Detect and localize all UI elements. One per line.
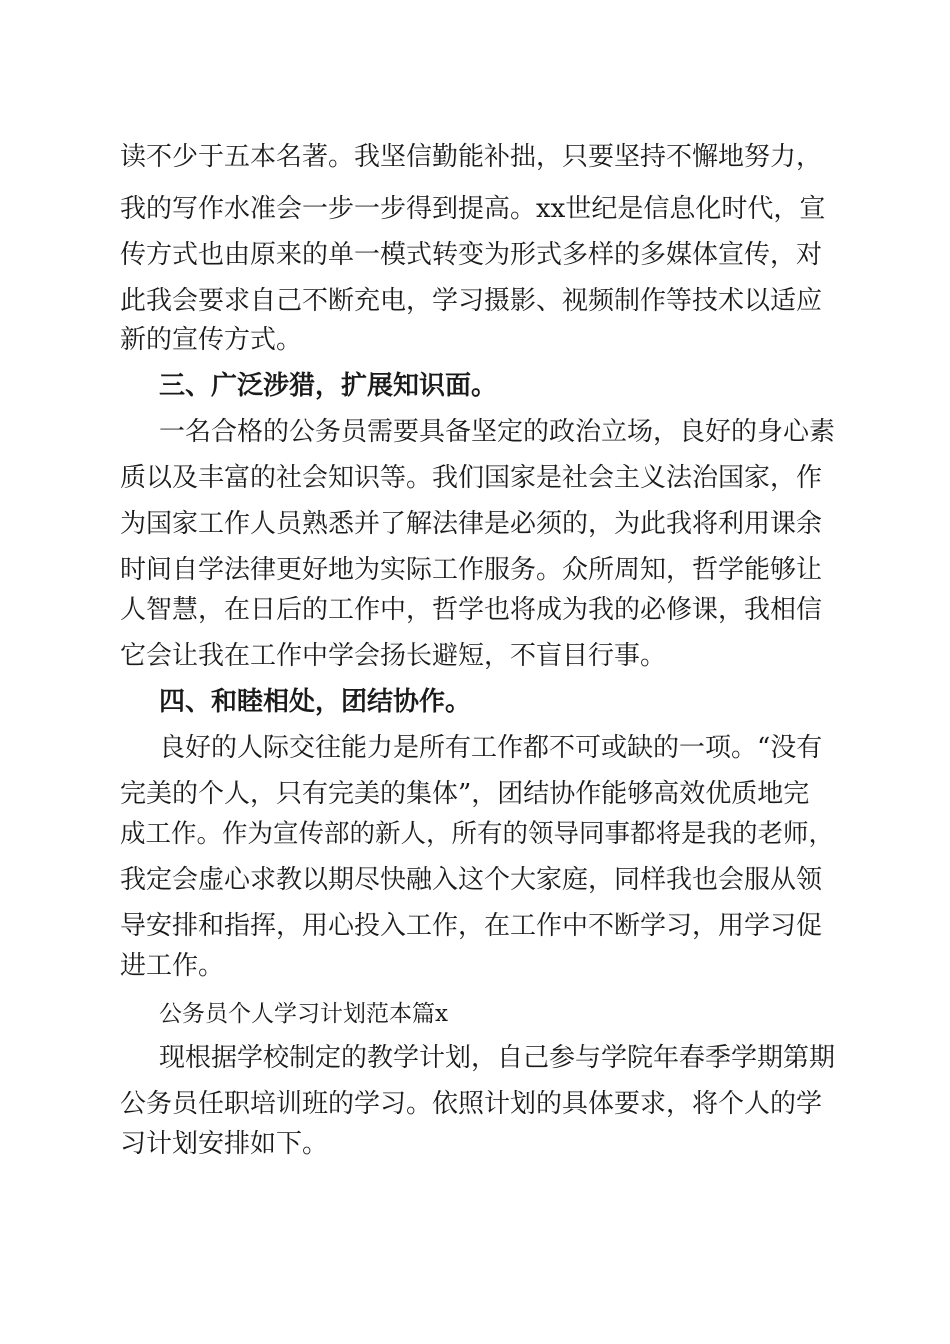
paragraph-line: 此我会要求自己不断充电，学习摄影、视频制作等技术以适应: [120, 286, 823, 316]
paragraph-line: 完美的个人，只有完美的集体”，团结协作能够高效优质地完: [120, 779, 810, 809]
paragraph-line: 我定会虚心求教以期尽快融入这个大家庭，同样我也会服从领: [120, 865, 823, 895]
paragraph-line: 成工作。作为宣传部的新人，所有的领导同事都将是我的老师，: [120, 819, 835, 849]
paragraph-line: 一名合格的公务员需要具备坚定的政治立场，良好的身心素: [159, 417, 836, 447]
paragraph-line: 我的写作水准会一步一步得到提高。xx世纪是信息化时代，宣: [120, 194, 826, 224]
paragraph-line: 人智慧，在日后的工作中，哲学也将成为我的必修课，我相信: [120, 595, 823, 625]
section-heading: 三、广泛涉猎，扩展知识面。: [159, 371, 498, 401]
paragraph-line: 它会让我在工作中学会扬长避短，不盲目行事。: [120, 641, 667, 671]
paragraph-line: 新的宣传方式。: [120, 325, 303, 355]
paragraph-line: 为国家工作人员熟悉并了解法律是必须的，为此我将利用课余: [120, 509, 823, 539]
paragraph-line: 良好的人际交往能力是所有工作都不可或缺的一项。“没有: [159, 733, 823, 763]
article-subtitle: 公务员个人学习计划范本篇x: [159, 1001, 448, 1027]
paragraph-line: 导安排和指挥，用心投入工作，在工作中不断学习，用学习促: [120, 911, 823, 941]
paragraph-line: 质以及丰富的社会知识等。我们国家是社会主义法治国家，作: [120, 463, 823, 493]
paragraph-line: 读不少于五本名著。我坚信勤能补拙，只要坚持不懈地努力，: [120, 142, 823, 172]
paragraph-line: 传方式也由原来的单一模式转变为形式多样的多媒体宣传，对: [120, 240, 823, 270]
paragraph-line: 进工作。: [120, 951, 225, 981]
paragraph-line: 现根据学校制定的教学计划，自己参与学院年春季学期第期: [159, 1043, 836, 1073]
section-heading: 四、和睦相处，团结协作。: [159, 687, 472, 717]
paragraph-line: 时间自学法律更好地为实际工作服务。众所周知，哲学能够让: [120, 555, 823, 585]
paragraph-line: 习计划安排如下。: [120, 1129, 329, 1159]
paragraph-line: 公务员任职培训班的学习。依照计划的具体要求，将个人的学: [120, 1089, 823, 1119]
